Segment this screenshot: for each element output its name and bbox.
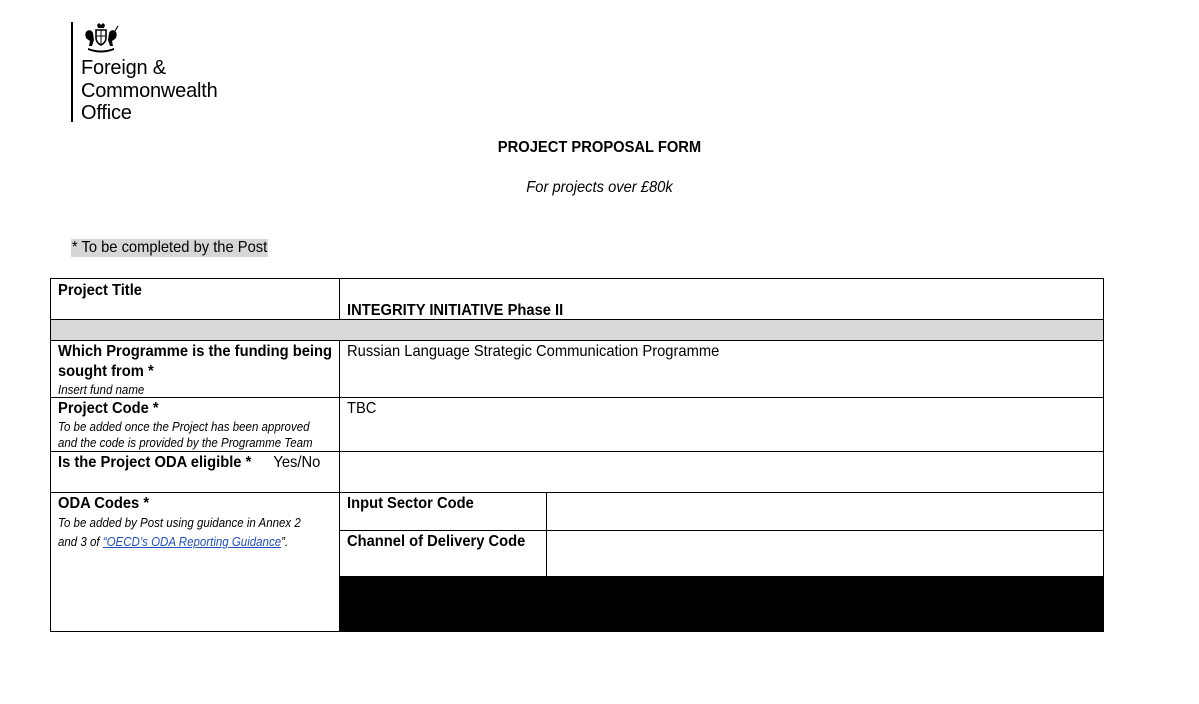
logo-line: Commonwealth <box>81 79 218 102</box>
channel-of-delivery-label: Channel of Delivery Code <box>347 533 526 550</box>
logo-line: Foreign & <box>81 57 166 79</box>
fco-logo <box>71 22 218 122</box>
project-code-hint-line2: and the code is provided by the Programme Team <box>58 436 313 450</box>
input-sector-value-cell[interactable] <box>551 494 1099 528</box>
project-code-value: TBC <box>347 400 377 417</box>
project-code-hint-line1: To be added once the Project has been approved <box>58 420 310 434</box>
project-code-value-cell[interactable] <box>347 399 379 419</box>
programme-value-cell[interactable] <box>347 342 752 362</box>
oda-codes-hint-prefix: and 3 of <box>58 535 103 549</box>
channel-of-delivery-label-cell <box>347 532 541 552</box>
channel-of-delivery-value-cell[interactable] <box>551 532 1099 574</box>
input-sector-label-cell <box>347 494 485 514</box>
redacted-block <box>340 577 1103 631</box>
logo-wordmark <box>81 57 218 125</box>
proposal-table <box>50 278 1104 632</box>
post-note: * To be completed by the Post <box>71 239 268 256</box>
oda-codes-hint-line1: To be added by Post using guidance in Annex 2 <box>58 516 301 530</box>
project-title-label-cell <box>58 281 149 301</box>
oda-codes-label: ODA Codes * <box>58 495 150 512</box>
project-title-value: INTEGRITY INITIATIVE Phase II <box>347 302 564 319</box>
project-code-label: Project Code * <box>58 400 159 417</box>
project-title-value-cell[interactable] <box>347 301 582 321</box>
oda-eligible-label-cell <box>58 453 343 473</box>
programme-value: Russian Language Strategic Communication Programme <box>347 343 720 360</box>
programme-label-cell <box>58 342 356 398</box>
programme-hint: Insert fund name <box>58 383 145 397</box>
oda-eligible-question: Is the Project ODA eligible * <box>58 454 252 471</box>
oecd-guidance-link[interactable]: “OECD’s ODA Reporting Guidance <box>102 535 282 549</box>
project-title-label: Project Title <box>58 282 142 299</box>
logo-line: Office <box>81 102 132 124</box>
oda-eligible-options: Yes/No <box>273 454 321 471</box>
project-code-label-cell <box>58 399 335 451</box>
programme-label-line1: Which Programme is the funding being <box>58 343 332 360</box>
oda-codes-hint-line2 <box>58 533 301 552</box>
oda-codes-hint-suffix: ”. <box>281 535 289 549</box>
oda-eligible-label <box>58 453 320 473</box>
form-title: PROJECT PROPOSAL FORM <box>497 139 702 156</box>
royal-coat-of-arms-icon <box>82 22 120 54</box>
oda-eligible-value-cell[interactable] <box>347 453 1097 489</box>
form-subtitle: For projects over £80k <box>526 179 673 196</box>
input-sector-label: Input Sector Code <box>347 495 474 512</box>
oda-codes-label-cell <box>58 494 322 552</box>
programme-label-line2: sought from * <box>58 363 154 380</box>
section-divider-band <box>51 320 1103 340</box>
